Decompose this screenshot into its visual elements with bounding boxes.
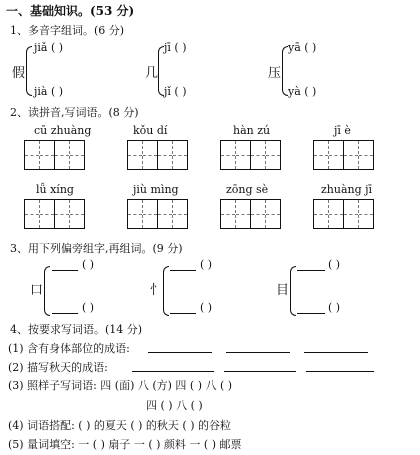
q4-answer-1a[interactable] [148, 352, 212, 353]
q1-char-1: 假 [12, 66, 26, 81]
writing-grid-3[interactable] [220, 140, 281, 170]
q1-bottom-3[interactable]: yà ( ) [288, 85, 317, 98]
pinyin-7: zōng sè [226, 183, 269, 196]
q1-title: 1、多音字组词。(6 分) [10, 24, 125, 37]
q4-answer-2b[interactable] [224, 371, 296, 372]
q4-answer-2c[interactable] [306, 371, 374, 372]
q3-brace-3 [290, 266, 296, 316]
q3-brace-1 [44, 266, 50, 316]
q1-char-3: 压 [268, 66, 282, 81]
pinyin-1: cū zhuàng [34, 124, 92, 137]
q3-paren-1b[interactable]: ( ) [82, 301, 95, 314]
q2-title: 2、读拼音,写词语。(8 分) [10, 106, 139, 119]
q4-line-1: (1) 含有身体部位的成语: [8, 342, 130, 355]
pinyin-2: kǒu dí [133, 124, 168, 137]
writing-grid-4[interactable] [313, 140, 374, 170]
q3-blank-2a[interactable] [170, 270, 196, 271]
pinyin-6: jiù mìng [133, 183, 179, 196]
q4-line-4: (4) 词语搭配: ( ) 的夏天 ( ) 的秋天 ( ) 的谷粒 [8, 419, 232, 432]
q4-answer-1c[interactable] [304, 352, 368, 353]
q4-line-5: (5) 量词填空: 一 ( ) 扇子 一 ( ) 颜料 一 ( ) 邮票 [8, 438, 242, 451]
q3-paren-2b[interactable]: ( ) [200, 301, 213, 314]
q3-paren-1a[interactable]: ( ) [82, 258, 95, 271]
pinyin-4: jī è [334, 124, 351, 137]
pinyin-8: zhuàng jī [321, 183, 373, 196]
writing-grid-1[interactable] [24, 140, 85, 170]
writing-grid-5[interactable] [24, 199, 85, 229]
pinyin-5: lǚ xíng [36, 183, 74, 196]
q4-line-2: (2) 描写秋天的成语: [8, 361, 108, 374]
q3-title: 3、用下列偏旁组字,再组词。(9 分) [10, 242, 183, 255]
q1-top-1[interactable]: jiǎ ( ) [34, 41, 64, 54]
writing-grid-2[interactable] [127, 140, 188, 170]
pinyin-3: hàn zú [233, 124, 271, 137]
q3-blank-3a[interactable] [297, 270, 325, 271]
q3-paren-3a[interactable]: ( ) [328, 258, 341, 271]
q1-brace-1 [26, 46, 32, 96]
q1-bottom-1[interactable]: jià ( ) [34, 85, 64, 98]
q3-radical-2: 忄 [150, 283, 164, 298]
q4-line-3b: 四 ( ) 八 ( ) [146, 399, 203, 412]
q3-blank-3b[interactable] [297, 313, 325, 314]
writing-grid-7[interactable] [220, 199, 281, 229]
q1-top-3[interactable]: yā ( ) [288, 41, 317, 54]
q1-top-2[interactable]: jī ( ) [164, 41, 187, 54]
q4-line-3: (3) 照样子写词语: 四 (面) 八 (方) 四 ( ) 八 ( ) [8, 379, 233, 392]
writing-grid-8[interactable] [313, 199, 374, 229]
q3-paren-2a[interactable]: ( ) [200, 258, 213, 271]
q1-char-2: 几 [145, 66, 159, 81]
q3-brace-2 [163, 266, 169, 316]
q3-blank-1a[interactable] [52, 270, 78, 271]
q3-blank-2b[interactable] [170, 313, 196, 314]
q3-radical-1: 口 [30, 283, 44, 298]
q4-answer-2a[interactable] [132, 371, 214, 372]
writing-grid-6[interactable] [127, 199, 188, 229]
section-title: 一、基础知识。(53 分) [6, 4, 135, 18]
q3-blank-1b[interactable] [52, 313, 78, 314]
q4-title: 4、按要求写词语。(14 分) [10, 323, 143, 336]
q3-paren-3b[interactable]: ( ) [328, 301, 341, 314]
q4-answer-1b[interactable] [226, 352, 290, 353]
q1-bottom-2[interactable]: jǐ ( ) [164, 85, 187, 98]
q3-radical-3: 目 [276, 283, 290, 298]
